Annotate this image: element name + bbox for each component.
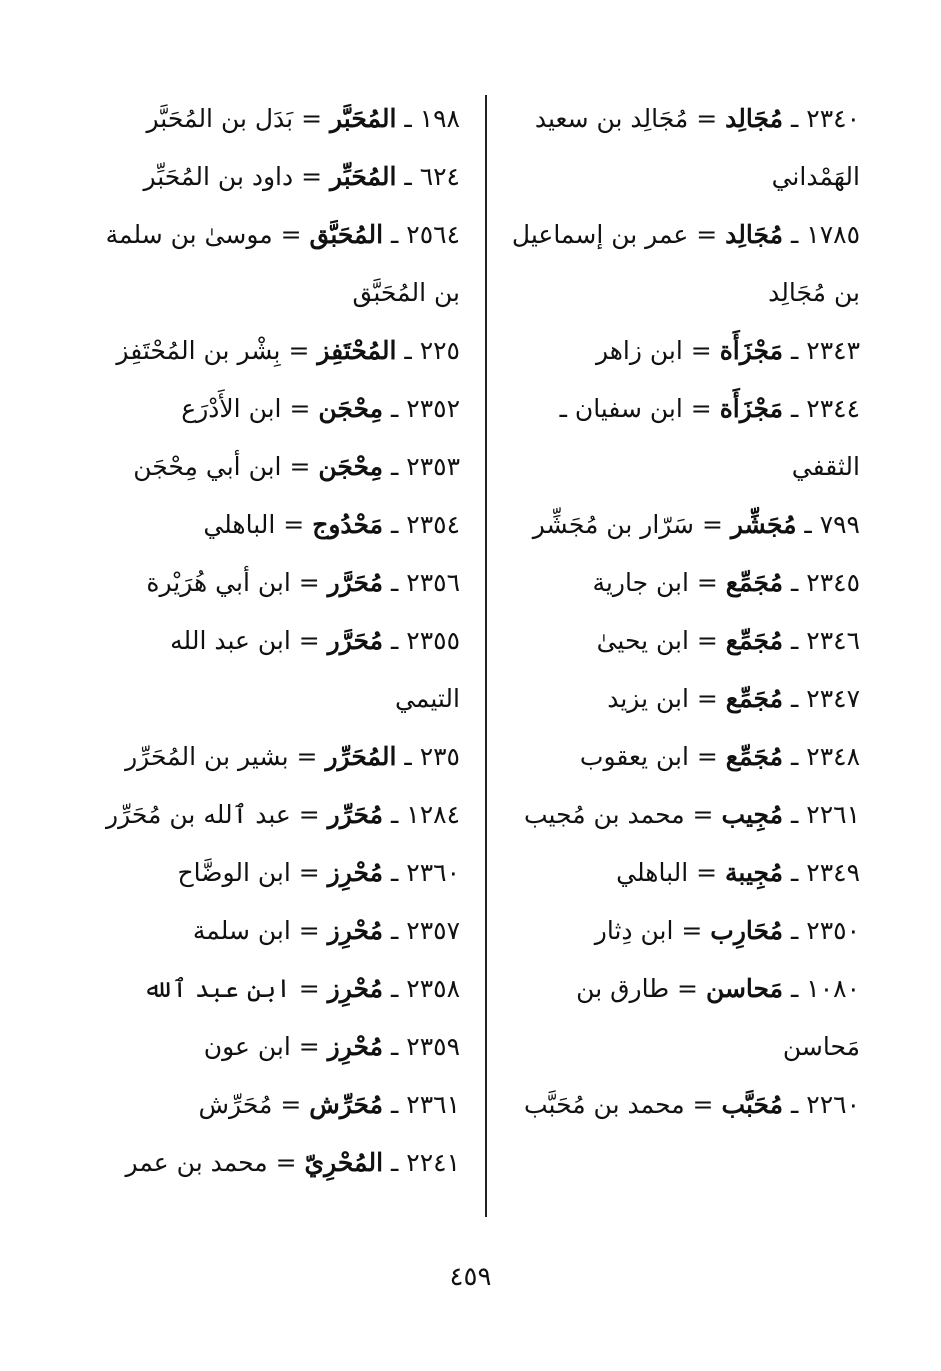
entry-headword: المُحْرِيّ [304,1148,384,1177]
entry-name: ابن الوضَّاح [177,858,291,887]
entry-name: بِشْر بن المُحْتَفِز [116,336,281,365]
entry-number: ٢٣٤٩ [806,858,860,887]
entry-headword: مُجَمِّع [725,742,784,771]
entry-number: ٢٢٦١ [806,800,860,829]
index-entry: ٢٢٦١ ـ مُجِيب = محمد بن مُجيب [523,800,860,829]
index-entry: ٢٣٥٣ ـ مِحْجَن = ابن أبي مِحْجَن [133,452,460,481]
index-entry: ٢٣٤٨ ـ مُجَمِّع = ابن يعقوب [579,742,860,771]
entry-headword: المُحَبِّر [329,162,397,191]
entry-name: ابن عون [203,1032,291,1061]
index-entry: ٢٣٦١ ـ مُحَرِّش = مُحَرِّش [198,1090,460,1119]
entry-name: ابن يزيد [607,684,689,713]
entry-headword: مُحْرِز [327,1032,384,1061]
index-entry: ٢٣٤٥ ـ مُجَمِّع = ابن جارية [592,568,860,597]
index-entry: ٢٢٥ ـ المُحْتَفِز = بِشْر بن المُحْتَفِز [116,336,460,365]
entry-headword: مُجِيب [721,800,784,829]
index-entry: ٦٢٤ ـ المُحَبِّر = داود بن المُحَبِّر [143,162,460,191]
entry-number: ٢٣٤٣ [806,336,860,365]
index-entry: ٢٣٥ ـ المُحَرِّر = بشير بن المُحَرِّر [125,742,460,771]
entry-number: ١٩٨ [419,104,460,133]
entry-name: عبد ٱلله بن مُحَرِّر [106,800,291,829]
entry-name: مُحَرِّش [198,1090,273,1119]
left-column [100,90,460,1192]
entry-headword: مُحْرِز [327,916,384,945]
index-entry: ٢٣٤٦ ـ مُجَمِّع = ابن يحيىٰ [596,626,860,655]
entry-name: محمد بن مُحَبَّب [523,1090,685,1119]
entry-name: ابن عبد الله التيمي [170,626,460,713]
entry-headword: مَجْزَأَة [719,394,784,423]
entry-name: ابن سفيان ـ الثقفي [559,394,860,481]
index-entry: ١٩٨ ـ المُحَبَّر = بَدَل بن المُحَبَّر [146,104,460,133]
index-entry: ٢٥٦٤ ـ المُحَبَّق = موسىٰ بن سلمة بن المُحَبَّق [105,220,460,307]
right-column [500,90,860,1134]
entry-headword: مُجَمِّع [725,626,784,655]
entry-number: ٢٣٤٤ [806,394,860,423]
index-entry: ٧٩٩ ـ مُجَشِّر = سَرّار بن مُجَشِّر [532,510,860,539]
entry-headword: مُحْرِز [327,858,384,887]
index-entry: ٢٢٤١ ـ المُحْرِيّ = محمد بن عمر [125,1148,460,1177]
entry-headword: مُجَالِد [725,104,784,133]
entry-number: ٢٣٤٥ [806,568,860,597]
entry-number: ٢٣٥٠ [806,916,860,945]
entry-headword: مُجَمِّع [725,684,784,713]
entry-name: ابن عبد ٱلله [143,974,291,1003]
entry-headword: مَحْدُوج [312,510,384,539]
entry-headword: مَجْزَأَة [719,336,784,365]
index-entry: ٢٣٥٠ ـ مُحَارِب = ابن دِثار [594,916,860,945]
entry-number: ٢٢٥ [419,336,460,365]
entry-number: ٢٢٦٠ [806,1090,860,1119]
entry-headword: المُحَرِّر [325,742,397,771]
entry-number: ٢٣٥٦ [406,568,460,597]
entry-headword: مُحَرِّر [327,800,384,829]
index-entry: ٢٣٤٣ ـ مَجْزَأَة = ابن زاهر [595,336,860,365]
index-entry: ٢٣٥٨ ـ مُحْرِز = ابن عبد ٱلله [143,974,460,1003]
entry-name: ابن جارية [592,568,689,597]
entry-headword: مِحْجَن [318,394,384,423]
page-number: ٤٥٩ [449,1262,492,1292]
entry-number: ٢٢٤١ [406,1148,460,1177]
entry-name: الباهلي [203,510,276,539]
entry-name: ابن أبي هُرَيْرة [146,568,291,597]
entry-number: ٢٣٥٥ [406,626,460,655]
index-entry: ٢٣٥٢ ـ مِحْجَن = ابن الأَدْرَع [181,394,460,423]
entry-number: ١٧٨٥ [806,220,860,249]
entry-number: ٢٥٦٤ [406,220,460,249]
entry-number: ٢٣٥٤ [406,510,460,539]
index-entry: ١٧٨٥ ـ مُجَالِد = عمر بن إسماعيل بن مُجَالِد [511,220,860,307]
entry-headword: المُحَبَّق [309,220,384,249]
entry-name: طارق بن مَحاسن [576,974,860,1061]
index-entry: ٢٣٦٠ ـ مُحْرِز = ابن الوضَّاح [177,858,460,887]
entry-headword: مُحَرَّر [327,568,384,597]
entry-headword: مَحاسن [705,974,784,1003]
entry-headword: المُحَبَّر [329,104,397,133]
entry-number: ١٢٨٤ [406,800,460,829]
entry-number: ٧٩٩ [819,510,860,539]
index-entry: ٢٣٥٥ ـ مُحَرَّر = ابن عبد الله التيمي [170,626,460,713]
entry-name: ابن الأَدْرَع [181,394,282,423]
index-entry: ٢٣٥٤ ـ مَحْدُوج = الباهلي [203,510,460,539]
entry-name: ابن يحيىٰ [596,626,689,655]
entry-headword: مُجِيبة [725,858,784,887]
entry-number: ٢٣٥ [419,742,460,771]
entry-headword: مِحْجَن [318,452,384,481]
entry-number: ٢٣٦١ [406,1090,460,1119]
entry-headword: مُحَارِب [710,916,784,945]
entry-name: محمد بن عمر [125,1148,268,1177]
entry-name: ابن أبي مِحْجَن [133,452,282,481]
entry-name: بَدَل بن المُحَبَّر [146,104,294,133]
entry-number: ٢٣٥٧ [406,916,460,945]
index-entry: ١٢٨٤ ـ مُحَرِّر = عبد ٱلله بن مُحَرِّر [106,800,460,829]
index-entry: ٢٣٥٩ ـ مُحْرِز = ابن عون [203,1032,460,1061]
entry-headword: مُجَمِّع [725,568,784,597]
index-entry: ٢٣٥٦ ـ مُحَرَّر = ابن أبي هُرَيْرة [146,568,460,597]
entry-name: داود بن المُحَبِّر [143,162,294,191]
entry-number: ٢٣٥٩ [406,1032,460,1061]
entry-headword: مُحَرَّر [327,626,384,655]
index-entry: ٢٣٤٧ ـ مُجَمِّع = ابن يزيد [607,684,860,713]
entry-headword: مُجَالِد [725,220,784,249]
entry-number: ٢٣٥٣ [406,452,460,481]
entry-headword: مُجَشِّر [730,510,797,539]
entry-name: ابن دِثار [594,916,674,945]
entry-name: ابن زاهر [595,336,683,365]
index-entry: ٢٣٤٤ ـ مَجْزَأَة = ابن سفيان ـ الثقفي [559,394,860,481]
entry-name: سَرّار بن مُجَشِّر [532,510,695,539]
index-entry: ١٠٨٠ ـ مَحاسن = طارق بن مَحاسن [576,974,860,1061]
entry-name: الباهلي [616,858,689,887]
entry-number: ٢٣٥٢ [406,394,460,423]
column-divider [485,95,487,1217]
entry-name: ابن يعقوب [579,742,689,771]
entry-number: ٦٢٤ [419,162,460,191]
entry-number: ٢٣٤٦ [806,626,860,655]
entry-name: موسىٰ بن سلمة بن المُحَبَّق [105,220,460,307]
index-entry: ٢٣٤٩ ـ مُجِيبة = الباهلي [616,858,860,887]
entry-name: ابن سلمة [192,916,291,945]
entry-name: مُجَالِد بن سعيد الهَمْداني [534,104,860,191]
entry-number: ٢٣٥٨ [406,974,460,1003]
entry-number: ٢٣٤٧ [806,684,860,713]
entry-headword: مُحَبَّب [721,1090,784,1119]
entry-name: بشير بن المُحَرِّر [125,742,289,771]
entry-headword: مُحَرِّش [309,1090,384,1119]
entry-number: ١٠٨٠ [806,974,860,1003]
entry-name: محمد بن مُجيب [523,800,685,829]
entry-headword: المُحْتَفِز [317,336,397,365]
entry-number: ٢٣٦٠ [406,858,460,887]
index-entry: ٢٣٥٧ ـ مُحْرِز = ابن سلمة [192,916,460,945]
index-entry: ٢٣٤٠ ـ مُجَالِد = مُجَالِد بن سعيد الهَمْداني [534,104,860,191]
entry-headword: مُحْرِز [327,974,384,1003]
entry-number: ٢٣٤٨ [806,742,860,771]
index-entry: ٢٢٦٠ ـ مُحَبَّب = محمد بن مُحَبَّب [523,1090,860,1119]
entry-name: عمر بن إسماعيل بن مُجَالِد [511,220,860,307]
entry-number: ٢٣٤٠ [806,104,860,133]
